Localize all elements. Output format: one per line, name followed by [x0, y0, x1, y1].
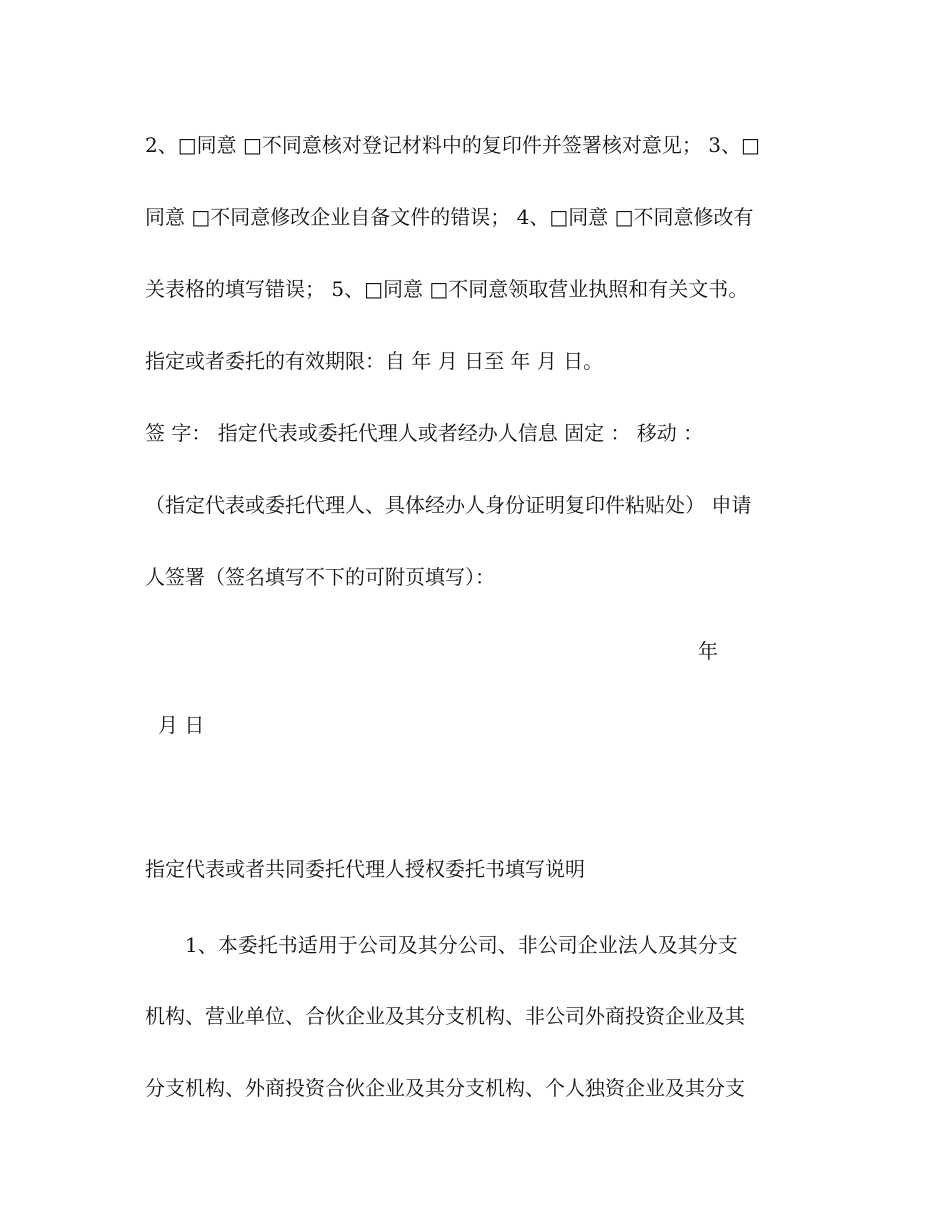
- date-year-label: 年: [698, 639, 718, 663]
- applicant-signature-line: 人签署（签名填写不下的可附页填写）：: [145, 565, 495, 589]
- date-month-day-label: 月 日: [158, 713, 205, 737]
- authorization-line-3: 关表格的填写错误； 5、□同意 □不同意领取营业执照和有关文书。: [145, 277, 749, 301]
- authorization-line-1: 2、□同意 □不同意核对登记材料中的复印件并签署核对意见； 3、□: [145, 133, 760, 157]
- instructions-line-2: 机构、营业单位、合伙企业及其分支机构、非公司外商投资企业及其: [145, 1004, 745, 1028]
- instructions-title: 指定代表或者共同委托代理人授权委托书填写说明: [145, 857, 585, 881]
- validity-period-line: 指定或者委托的有效期限：自 年 月 日至 年 月 日。: [145, 349, 604, 373]
- signature-contact-line: 签 字： 指定代表或委托代理人或者经办人信息 固定 ： 移动 ：: [145, 421, 704, 445]
- instructions-line-1: 1、本委托书适用于公司及其分公司、非公司企业法人及其分支: [185, 933, 738, 957]
- id-copy-paste-line: （指定代表或委托代理人、具体经办人身份证明复印件粘贴处） 申请: [145, 493, 752, 517]
- instructions-line-3: 分支机构、外商投资合伙企业及其分支机构、个人独资企业及其分支: [145, 1076, 745, 1100]
- authorization-line-2: 同意 □不同意修改企业自备文件的错误； 4、□同意 □不同意修改有: [145, 205, 754, 229]
